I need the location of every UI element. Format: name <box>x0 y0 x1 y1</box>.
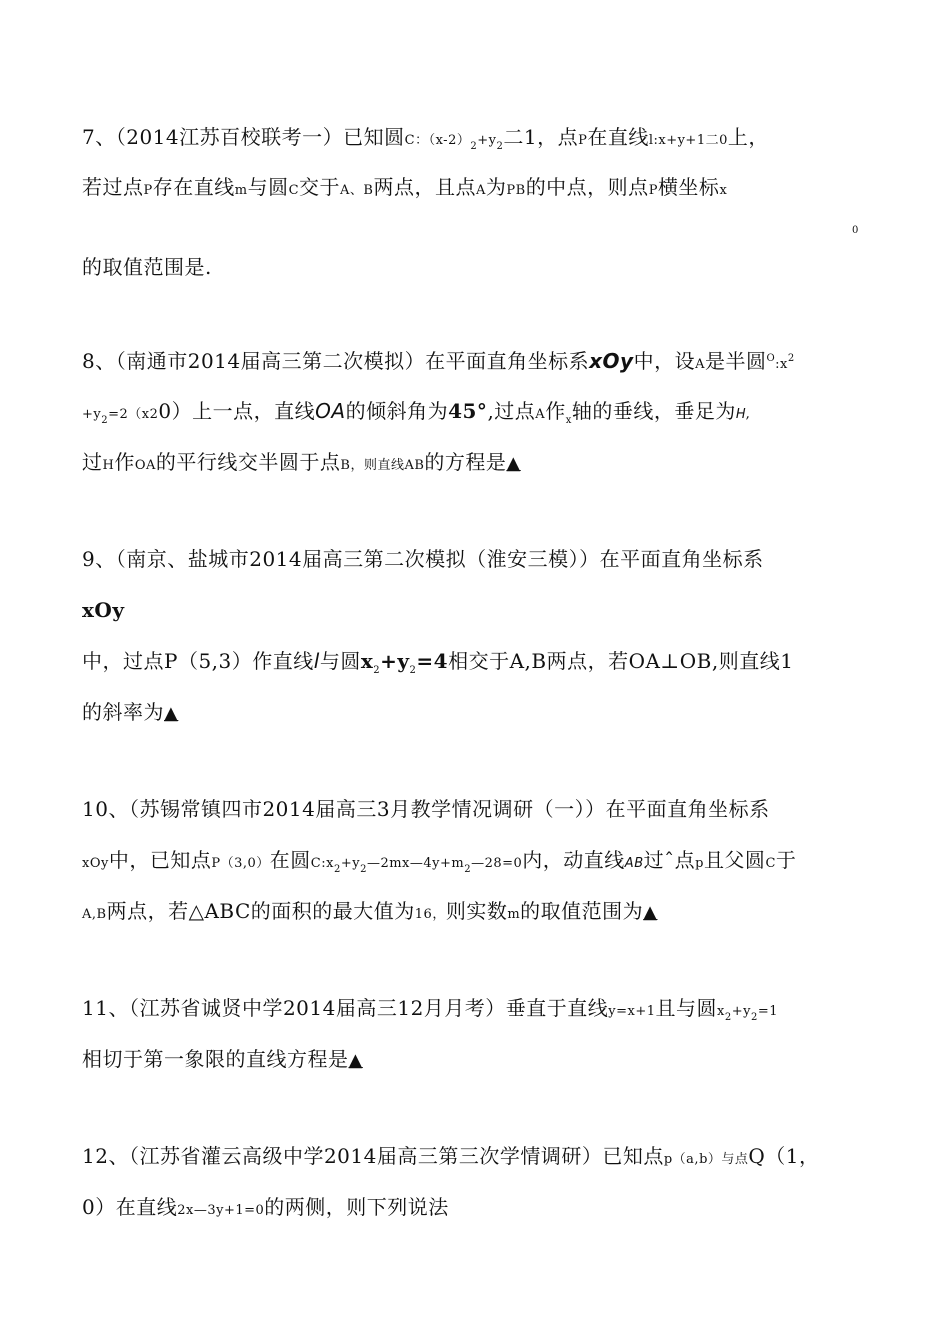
q10-line-2: xOy中，已知点P（3,0）在圆$C:x_2+y_2—2mx—4y+m_2—28=0$内，动直线AB过ˆ点p且父圆C于 <box>82 848 797 875</box>
q12-line-1: 12、（江苏省灌云高级中学2014届高三第三次学情调研）已知点p（a,b）与点Q（1， <box>82 1144 820 1168</box>
q12-line-2: 0）在直线2x—3y+1=0的两侧，则下列说法 <box>82 1195 449 1219</box>
q9-line-3: 中，过点P（5,3）作直线l与圆$x_2+y_2=4$相交于A,B两点，若OA⊥OB,则直线1 <box>82 649 794 676</box>
q8-line-1: 8、（南通市2014届高三第二次模拟）在平面直角坐标系xOy中，设A是半圆$^O:x^2$ <box>82 349 795 373</box>
q8-line-3: 过H作OA的平行线交半圆于点B，则直线AB的方程是▲ <box>82 450 521 474</box>
q9-line-2: xOy <box>82 598 125 622</box>
q7-line-3: 的取值范围是. <box>82 255 212 279</box>
q7-line-2: 若过点P存在直线m与圆C交于A、B两点，且点A为PB的中点，则点P横坐标x <box>82 175 728 199</box>
q7-line-1: 7、（2014江苏百校联考一）已知圆C：$(x-2)_2+y_2$二1，点P在直线l:x+y+1二0上， <box>82 125 769 152</box>
q11-line-2: 相切于第一象限的直线方程是▲ <box>82 1047 363 1071</box>
q10-line-3: A,B两点，若△ABC的面积的最大值为16，则实数m的取值范围为▲ <box>82 899 658 923</box>
q7-subscript-zero: 0 <box>852 225 859 236</box>
q9-line-1: 9、（南京、盐城市2014届高三第二次模拟（淮安三模））在平面直角坐标系 <box>82 547 764 571</box>
q11-line-1: 11、（江苏省诚贤中学2014届高三12月月考）垂直于直线y=x+1且与圆$x_2+y_2=1$ <box>82 996 779 1023</box>
q10-line-1: 10、（苏锡常镇四市2014届高三3月教学情况调研（一））在平面直角坐标系 <box>82 797 770 821</box>
q8-line-2: $+y_2=2(x20)$上一点，直线OA的倾斜角为45°,过点A作$_x$轴的垂线，垂足为H, <box>82 399 751 426</box>
q9-line-4: 的斜率为▲ <box>82 700 179 724</box>
